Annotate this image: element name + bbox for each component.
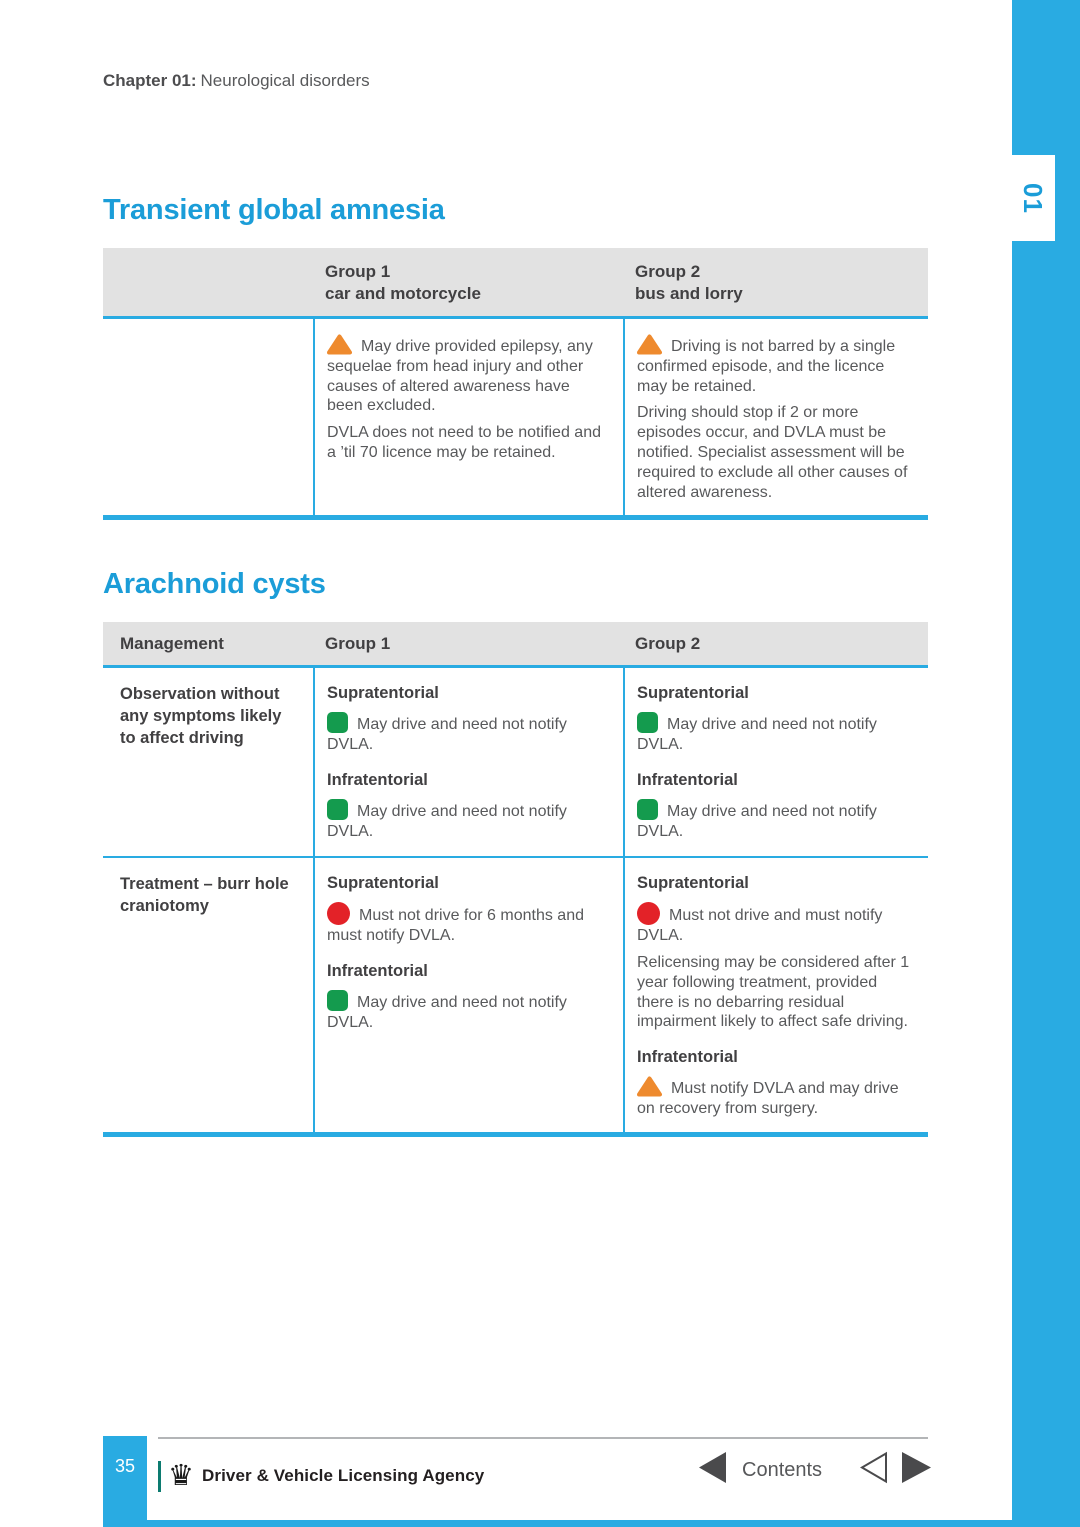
table-cell [313, 668, 623, 856]
section-title-arachnoid-cysts: Arachnoid cysts [103, 568, 326, 601]
paragraph-text: May drive provided epilepsy, any sequelae from head injury and other causes of altered awareness have been excluded. [327, 338, 593, 415]
paragraph-text: May drive and need not notify DVLA. [637, 716, 877, 754]
column-header [103, 261, 313, 305]
table-row [103, 665, 928, 856]
chapter-header [103, 70, 928, 91]
section-title-transient-global-amnesia: Transient global amnesia [103, 194, 445, 226]
cell-subheading: Supratentorial [327, 684, 439, 703]
warning-triangle-icon [637, 334, 662, 355]
cell-subheading: Infratentorial [327, 770, 428, 789]
chapter-tab-label: 01 [1017, 182, 1048, 214]
warning-triangle-icon [327, 334, 352, 355]
column-header-line: Group 2 [635, 634, 701, 654]
cell-paragraph [637, 1076, 913, 1119]
crown-icon: ♛ [168, 1459, 194, 1492]
column-header [623, 261, 928, 305]
cell-subheading: Infratentorial [637, 770, 738, 789]
cell-paragraph [327, 990, 608, 1033]
paragraph-text: Must not drive for 6 months and must notify DVLA. [327, 907, 584, 945]
cell-subheading: Supratentorial [327, 874, 439, 893]
paragraph-text: May drive and need not notify DVLA. [637, 802, 877, 840]
contents-link[interactable]: Contents [742, 1458, 823, 1481]
green-square-icon [327, 799, 348, 820]
arachnoid-cysts-table [103, 622, 928, 1137]
paragraph-text: May drive and need not notify DVLA. [327, 716, 567, 754]
table-header-row [103, 248, 928, 316]
warning-triangle-icon [637, 1076, 662, 1097]
column-header-line: Group 2 [635, 262, 701, 281]
column-header [623, 633, 928, 655]
page-content [103, 0, 928, 1137]
column-header-line: Group 1 [325, 634, 391, 654]
red-circle-icon [327, 902, 350, 925]
table-cell [103, 858, 313, 1132]
page-number: 35 [114, 1456, 136, 1476]
table-cell [313, 858, 623, 1132]
green-square-icon [637, 712, 658, 733]
paragraph-text: Must not drive and must notify DVLA. [637, 907, 883, 945]
cell-subheading: Supratentorial [637, 684, 749, 703]
green-square-icon [637, 799, 658, 820]
column-header-line: Management [120, 634, 224, 654]
cell-paragraph [327, 712, 608, 755]
table-row [103, 316, 928, 515]
dvla-logo [158, 1459, 484, 1493]
cell-paragraph [327, 334, 608, 416]
page-next-icon[interactable] [901, 1451, 932, 1489]
chapter-name: Neurological disorders [200, 71, 370, 90]
transient-global-amnesia-table [103, 248, 928, 520]
column-header [313, 633, 623, 655]
table-cell [313, 319, 623, 515]
cell-paragraph [637, 334, 913, 396]
cell-paragraph [637, 953, 913, 1032]
table-cell [103, 319, 313, 515]
paragraph-text: DVLA does not need to be notified and a ’til 70 licence may be retained. [327, 424, 601, 461]
management-label: Observation without any symptoms likely to affect driving [120, 685, 282, 748]
cell-paragraph [637, 712, 913, 755]
paragraph-text: Relicensing may be considered after 1 year following treatment, provided there is no debarring residual impairment likely to affect safe driving. [637, 953, 910, 1031]
column-header [313, 261, 623, 305]
table-cell [623, 668, 928, 856]
agency-name: Driver & Vehicle Licensing Agency [202, 1466, 485, 1485]
footer-navigation [698, 1452, 932, 1488]
cell-subheading: Infratentorial [637, 1048, 738, 1067]
page-prev-icon[interactable] [859, 1451, 888, 1489]
column-header-line: Group 1 [325, 262, 391, 281]
red-circle-icon [637, 902, 660, 925]
cell-subheading: Infratentorial [327, 961, 428, 980]
cell-paragraph [637, 799, 913, 842]
chapter-number-label: Chapter 01: [103, 71, 197, 90]
cell-paragraph [637, 403, 913, 502]
logo-divider-bar [158, 1461, 161, 1492]
green-square-icon [327, 712, 348, 733]
paragraph-text: Driving should stop if 2 or more episodes occur, and DVLA must be notified. Specialist assessment will be required to exclude all other causes of altered awareness. [637, 404, 908, 501]
paragraph-text: May drive and need not notify DVLA. [327, 802, 567, 840]
column-header-line: car and motorcycle [325, 284, 481, 303]
table-cell [623, 858, 928, 1132]
bottom-accent-strip [103, 1520, 1080, 1527]
table-cell [103, 668, 313, 856]
chapter-tab-01[interactable] [1010, 155, 1055, 241]
cell-paragraph [327, 423, 608, 463]
cell-paragraph [327, 799, 608, 842]
green-square-icon [327, 990, 348, 1011]
management-label: Treatment – burr hole craniotomy [120, 875, 289, 916]
cell-paragraph [327, 902, 608, 946]
footer-divider [158, 1437, 928, 1439]
chapter-side-rail [1012, 0, 1080, 1527]
paragraph-text: Must notify DVLA and may drive on recovery from surgery. [637, 1080, 899, 1117]
column-header-line: bus and lorry [635, 284, 743, 303]
page-number-badge [103, 1436, 147, 1527]
paragraph-text: Driving is not barred by a single confirmed episode, and the licence may be retained. [637, 338, 896, 395]
cell-paragraph [637, 902, 913, 946]
paragraph-text: May drive and need not notify DVLA. [327, 993, 567, 1031]
cell-subheading: Supratentorial [637, 874, 749, 893]
contents-back-icon[interactable] [698, 1451, 727, 1489]
table-row [103, 856, 928, 1132]
table-cell [623, 319, 928, 515]
table-header-row [103, 622, 928, 665]
column-header [103, 633, 313, 655]
